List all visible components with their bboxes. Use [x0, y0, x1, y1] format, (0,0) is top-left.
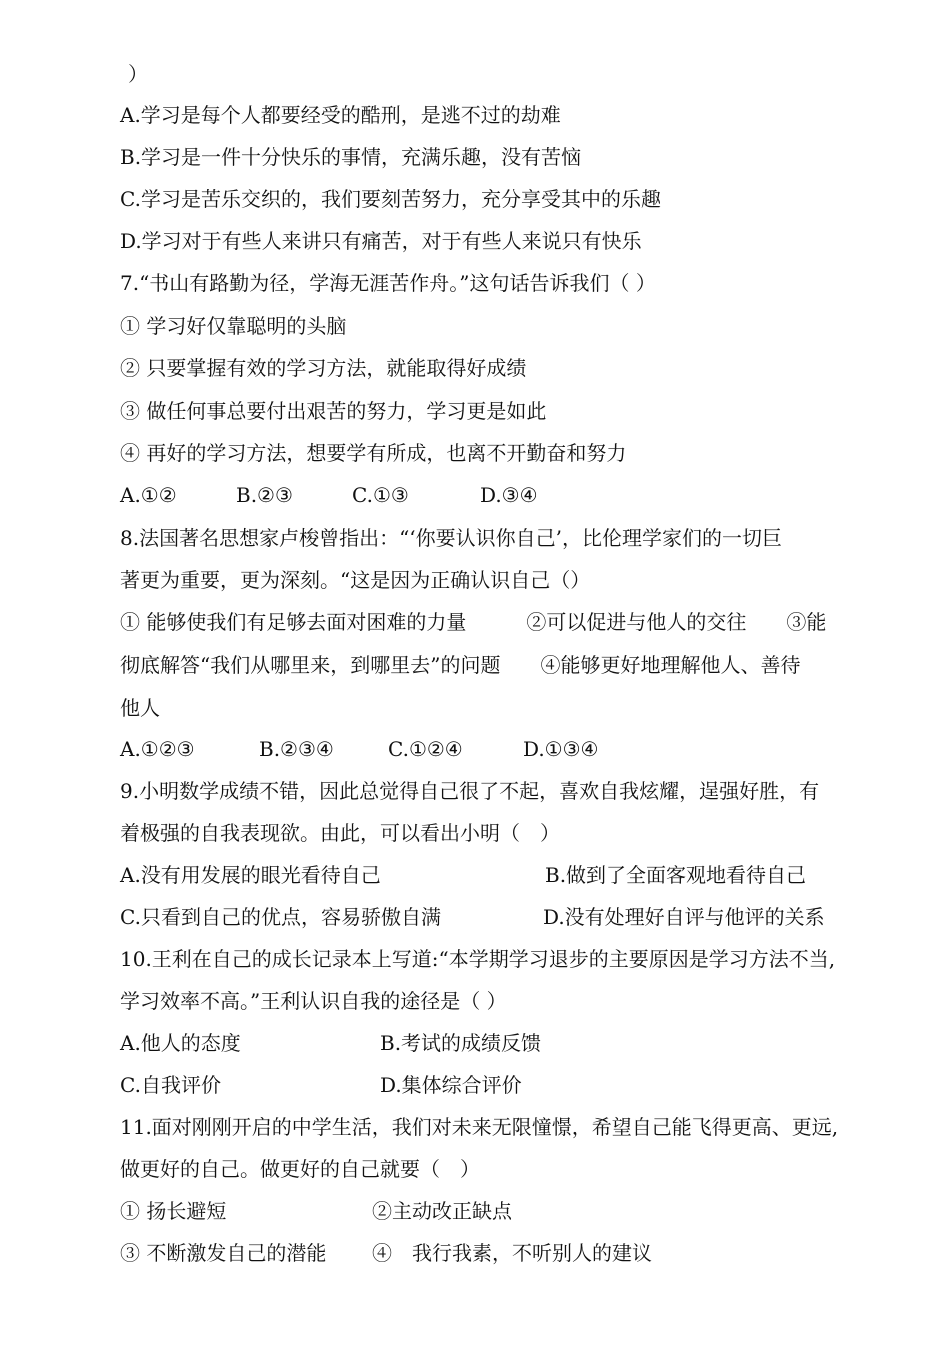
q9-stem-line-1: 9.小明数学成绩不错，因此总觉得自己很了不起，喜欢自我炫耀，逞强好胜，有	[120, 779, 820, 803]
q8-statements-line-3: 他人	[120, 696, 160, 720]
q8-option-b: B.②③④	[259, 737, 334, 761]
q9-option-c: C.只看到自己的优点，容易骄傲自满	[120, 905, 441, 929]
q7-statement-4: ④ 再好的学习方法，想要学有所成，也离不开勤奋和努力	[120, 441, 627, 465]
q9-stem-line-2: 着极强的自我表现欲。由此，可以看出小明（ ）	[120, 821, 560, 845]
q7-option-b: B.②③	[236, 483, 293, 507]
q11-item-4: ④ 我行我素，不听别人的建议	[372, 1241, 652, 1265]
q8-statements-line-1: ① 能够使我们有足够去面对困难的力量 ②可以促进与他人的交往 ③能	[120, 610, 827, 634]
q6-option-a: A.学习是每个人都要经受的酷刑，是逃不过的劫难	[120, 103, 561, 127]
q9-option-d: D.没有处理好自评与他评的关系	[543, 905, 825, 929]
q6-option-c: C.学习是苦乐交织的，我们要刻苦努力，充分享受其中的乐趣	[120, 187, 661, 211]
q9-option-b: B.做到了全面客观地看待自己	[545, 863, 807, 887]
q11-stem-line-2: 做更好的自己。做更好的自己就要（ ）	[120, 1157, 480, 1181]
q10-option-b: B.考试的成绩反馈	[380, 1031, 542, 1055]
q10-option-d: D.集体综合评价	[380, 1073, 522, 1097]
q6-stem-end: ）	[128, 62, 148, 86]
q11-stem-line-1: 11.面对刚刚开启的中学生活，我们对未来无限憧憬，希望自己能飞得更高、更远,	[120, 1115, 839, 1139]
q8-option-d: D.①③④	[523, 737, 599, 761]
q8-statements-line-2: 彻底解答“我们从哪里来，到哪里去”的问题 ④能够更好地理解他人、善待	[120, 653, 801, 677]
q8-option-c: C.①②④	[388, 737, 463, 761]
q7-option-c: C.①③	[352, 483, 409, 507]
q6-option-b: B.学习是一件十分快乐的事情，充满乐趣，没有苦恼	[120, 145, 582, 169]
q8-stem-line-2: 著更为重要，更为深刻。“这是因为正确认识自己（）	[120, 568, 591, 592]
q9-option-a: A.没有用发展的眼光看待自己	[120, 863, 381, 887]
q11-item-1: ① 扬长避短	[120, 1199, 227, 1223]
q7-stem: 7.“书山有路勤为径，学海无涯苦作舟。”这句话告诉我们（ ）	[120, 271, 656, 295]
q8-option-a: A.①②③	[120, 737, 195, 761]
q7-option-d: D.③④	[480, 483, 538, 507]
q7-statement-3: ③ 做任何事总要付出艰苦的努力，学习更是如此	[120, 399, 547, 423]
q7-statement-2: ② 只要掌握有效的学习方法，就能取得好成绩	[120, 356, 527, 380]
q10-option-c: C.自我评价	[120, 1073, 221, 1097]
q11-item-2: ②主动改正缺点	[372, 1199, 512, 1223]
q6-option-d: D.学习对于有些人来讲只有痛苦，对于有些人来说只有快乐	[120, 229, 642, 253]
q7-statement-1: ① 学习好仅靠聪明的头脑	[120, 314, 347, 338]
q10-stem-line-1: 10.王利在自己的成长记录本上写道:“本学期学习退步的主要原因是学习方法不当,	[120, 947, 836, 971]
q7-option-a: A.①②	[120, 483, 177, 507]
q11-item-3: ③ 不断激发自己的潜能	[120, 1241, 327, 1265]
q10-stem-line-2: 学习效率不高。”王利认识自我的途径是（ ）	[120, 989, 507, 1013]
q8-stem-line-1: 8.法国著名思想家卢梭曾指出：“‘你要认识你自己’，比伦理学家们的一切巨	[120, 526, 783, 550]
q10-option-a: A.他人的态度	[120, 1031, 241, 1055]
